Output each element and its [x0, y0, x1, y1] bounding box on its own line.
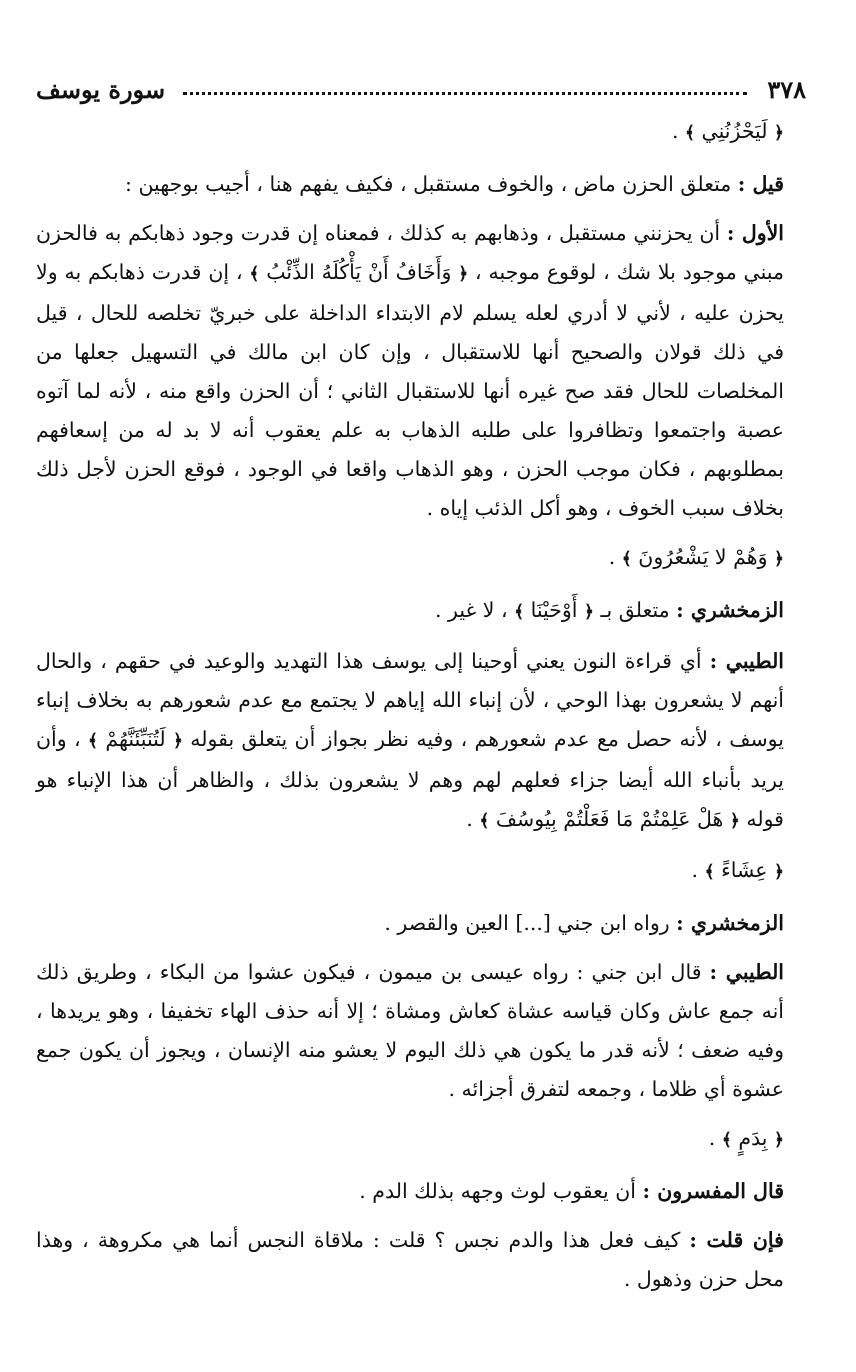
page-body: [36, 112, 806, 1299]
running-header: [36, 70, 806, 108]
ornate-bracket-close: ﴾: [514, 602, 525, 622]
paragraph-text: أن يحزنني مستقبل ، وذهابهم به كذلك ، فمعناه إن قدرت وجود ذهابكم به فالحزن مبني موجود بلا شك ، لوقوع موجبه ،: [36, 221, 784, 284]
ornate-bracket-close: ﴾: [479, 811, 490, 831]
ornate-bracket-open: ﴿: [774, 862, 784, 882]
ornate-bracket-close: ﴾: [721, 1130, 732, 1150]
quran-phrase: هَلْ عَلِمْتُمْ مَا فَعَلْتُمْ بِيُوسُفَ: [495, 807, 724, 831]
ornate-bracket-open: ﴿: [172, 731, 183, 751]
speaker-label: الأول :: [726, 221, 784, 245]
quran-lemma: [36, 538, 806, 579]
ornate-bracket-close: ﴾: [249, 264, 260, 284]
commentary-paragraph: [36, 1221, 806, 1299]
commentary-paragraph: [36, 165, 806, 204]
speaker-label: فإن قلت :: [689, 1228, 784, 1252]
speaker-label: الطيبي :: [709, 960, 785, 984]
ornate-bracket-open: ﴿: [774, 123, 784, 143]
quran-phrase: لَيَحْزُنُنِي: [701, 119, 768, 143]
commentary-paragraph: [36, 904, 806, 943]
paragraph-text: .: [466, 807, 480, 831]
ornate-bracket-close: ﴾: [685, 123, 695, 143]
paragraph-text: متعلق الحزن ماض ، والخوف مستقبل ، فكيف يفهم هنا ، أجيب بوجهين :: [125, 172, 738, 196]
quran-phrase: بِدَمٍ: [738, 1126, 768, 1150]
lemma-tail: .: [691, 858, 705, 882]
surah-title: سورة يوسف: [36, 74, 166, 104]
quran-phrase: وَأَخَافُ أَنْ يَأْكُلَهُ الذِّئْبُ: [266, 260, 452, 284]
ornate-bracket-close: ﴾: [704, 862, 715, 882]
page-number: ٣٧٨: [767, 74, 806, 104]
paragraph-text: رواه ابن جني [...] العين والقصر .: [384, 911, 677, 935]
ornate-bracket-open: ﴿: [458, 264, 469, 284]
paragraph-text: ، لا غير .: [434, 598, 515, 622]
paragraph-text: ، وأن يريد بأنباء الله أيضا جزاء فعلهم لهم وهم لا يشعرون بذلك ، والظاهر أن هذا الإنباء هو قوله: [36, 727, 784, 831]
speaker-label: الزمخشري :: [676, 911, 784, 935]
commentary-paragraph: [36, 1172, 806, 1211]
quran-phrase: وَهُمْ لا يَشْعُرُونَ: [638, 545, 768, 569]
paragraph-text: أن يعقوب لوث وجهه بذلك الدم .: [359, 1179, 643, 1203]
lemma-tail: .: [708, 1126, 722, 1150]
speaker-label: قال المفسرون :: [642, 1179, 784, 1203]
header-dotted-rule: [183, 92, 747, 95]
ornate-bracket-close: ﴾: [621, 549, 632, 569]
quran-phrase: لَتُنَبِّئَنَّهُمْ: [105, 727, 166, 751]
ornate-bracket-open: ﴿: [584, 602, 594, 622]
commentary-paragraph: [36, 214, 806, 528]
lemma-tail: .: [671, 119, 686, 143]
quran-lemma: [36, 112, 806, 153]
book-page: [36, 70, 806, 1332]
quran-lemma: [36, 1119, 806, 1160]
ornate-bracket-close: ﴾: [87, 731, 98, 751]
ornate-bracket-open: ﴿: [729, 811, 740, 831]
speaker-label: الطيبي :: [709, 649, 785, 673]
paragraph-text: متعلق بـ: [593, 598, 677, 622]
speaker-label: قيل :: [737, 172, 784, 196]
commentary-paragraph: [36, 591, 806, 632]
commentary-paragraph: [36, 953, 806, 1109]
quran-phrase: أَوْحَيْنَا: [530, 598, 578, 622]
paragraph-text: قال ابن جني : رواه عيسى بن ميمون ، فيكون عشوا من البكاء ، وطريق ذلك أنه جمع عاش وكان قياسه عشاة كعاش ومشاة ؛ إلا أنه حذف الهاء تخفيفا ، وهو يريدها ، وفيه ضعف ؛ لأنه قدر ما يكون هي ذلك اليوم لا يعشو منه الإنسان ، ويجوز أن يكون جمع عشوة أي ظلاما ، وجمعه لتفرق أجزائه .: [36, 960, 784, 1101]
speaker-label: الزمخشري :: [676, 598, 784, 622]
ornate-bracket-open: ﴿: [774, 549, 784, 569]
ornate-bracket-open: ﴿: [774, 1130, 784, 1150]
quran-phrase: عِشَاءً: [721, 858, 768, 882]
paragraph-text: ، إن قدرت ذهابكم به ولا يحزن عليه ، لأني لا أدري لعله يسلم لام الابتداء الداخلة على خبريّ تخلصه للحال ، قيل في ذلك قولان والصحيح أنها للاستقبال ، وإن كان ابن مالك في التسهيل جعلها من المخلصات للحال فقد صح غيره أنها للاستقبال الثاني ؛ أن الحزن واقع منه ، لأنه لما آتوه عصبة واجتمعوا وتظافروا على طلبه الذهاب به علم يعقوب أنه لا بد له من إسعافهم بمطلوبهم ، فكان موجب الحزن ، وهو الذهاب واقعا في الوجود ، فوقع الحزن لأجل ذلك بخلاف سبب الخوف ، وهو أكل الذئب إياه .: [36, 260, 784, 520]
quran-lemma: [36, 851, 806, 892]
paragraph-text: كيف فعل هذا والدم نجس ؟ قلت : ملاقاة النجس أنما هي مكروهة ، وهذا محل حزن وذهول .: [36, 1228, 784, 1291]
lemma-tail: .: [608, 545, 622, 569]
commentary-paragraph: [36, 642, 806, 841]
paragraph-text: أي قراءة النون يعني أوحينا إلى يوسف هذا التهديد والوعيد في حقهم ، والحال أنهم لا يشعرون بهذا الوحي ، لأن إنباء الله إياهم لا يجتمع مع عدم شعورهم به بخلاف إنباء يوسف ، لأنه حصل مع عدم شعورهم ، وفيه نظر بجواز أن يتعلق بقوله: [36, 649, 784, 751]
